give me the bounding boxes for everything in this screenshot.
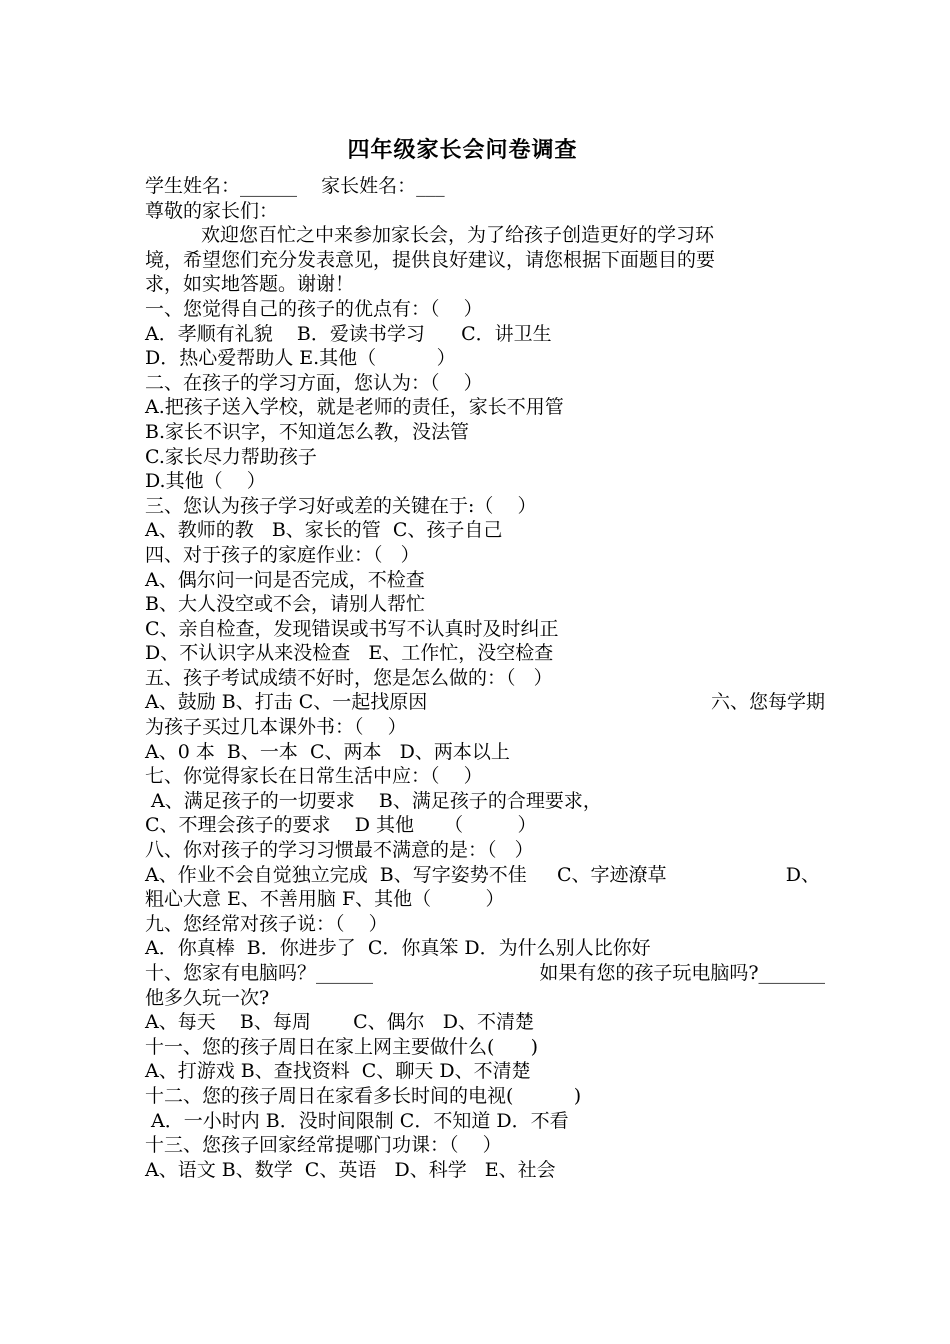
- question-7: 七、你觉得家长在日常生活中应：（ ）: [145, 765, 483, 788]
- question-2-option: C.家长尽力帮助孩子: [145, 445, 317, 468]
- question-10-options: A、每天 B、每周 C、偶尔 D、不清楚: [145, 1011, 535, 1034]
- question-8-options-wrap: D、: [785, 863, 820, 886]
- question-2-option: A.把孩子送入学校，就是老师的责任，家长不用管: [145, 396, 564, 419]
- question-1-options: A．孝顺有礼貌 B．爱读书学习 C．讲卫生: [145, 322, 552, 345]
- question-11-options: A、打游戏 B、查找资料 C、聊天 D、不清楚: [145, 1060, 531, 1083]
- question-12-options: A．一小时内 B．没时间限制 C．不知道 D．不看: [145, 1109, 569, 1132]
- intro-line: 欢迎您百忙之中来参加家长会，为了给孩子创造更好的学习环: [201, 224, 715, 247]
- question-2-option: B.家长不识字，不知道怎么教，没法管: [145, 420, 470, 443]
- document-body: [145, 174, 825, 1182]
- intro-line: 境，希望您们充分发表意见，提供良好建议，请您根据下面题目的要: [145, 248, 716, 271]
- question-2: 二、在孩子的学习方面，您认为：（ ）: [145, 371, 483, 394]
- question-9-options: A．你真棒 B．你进步了 C．你真笨 D．为什么别人比你好: [145, 937, 651, 960]
- page-title: 四年级家长会问卷调查: [347, 137, 578, 163]
- question-5-options-line: [145, 690, 825, 715]
- question-10: 十、您家有电脑吗？______: [145, 962, 374, 984]
- question-10-cont: 他多久玩一次?: [145, 986, 270, 1009]
- question-8: 八、你对孩子的学习习惯最不满意的是：（ ）: [145, 839, 534, 862]
- question-1-options: D．热心爱帮助人 E.其他（ ）: [145, 347, 456, 370]
- intro-line: 求，如实地答题。谢谢！: [145, 273, 355, 296]
- question-5-options: A、鼓励 B、打击 C、一起找原因: [145, 691, 428, 714]
- greeting: 尊敬的家长们：: [145, 199, 279, 222]
- question-13: 十三、您孩子回家经常提哪门功课：（ ）: [145, 1134, 502, 1157]
- question-6: 为孩子买过几本课外书：（ ）: [145, 716, 407, 739]
- question-4-option: D、不认识字从来没检查 E、工作忙，没空检查: [145, 642, 554, 665]
- question-8-options: A、作业不会自觉独立完成 B、写字姿势不佳 C、字迹潦草: [145, 863, 667, 886]
- question-10-followup: 如果有您的孩子玩电脑吗?_______: [539, 962, 825, 984]
- question-3-options: A、教师的教 B、家长的管 C、孩子自己: [145, 519, 503, 542]
- question-6-start: 六、您每学期: [710, 691, 825, 714]
- question-3: 三、您认为孩子学习好或差的关键在于:（ ）: [145, 494, 537, 517]
- question-11: 十一、您的孩子周日在家上网主要做什么( ): [145, 1035, 539, 1058]
- name-fields-line: 学生姓名：______ 家长姓名：___: [145, 175, 445, 197]
- question-6-options: A、0 本 B、一本 C、两本 D、两本以上: [145, 740, 510, 763]
- question-7-options: A、满足孩子的一切要求 B、满足孩子的合理要求，: [145, 789, 602, 812]
- question-1: 一、您觉得自己的孩子的优点有：（ ）: [145, 297, 483, 320]
- question-12: 十二、您的孩子周日在家看多长时间的电视( ): [145, 1084, 582, 1107]
- question-4-option: C、亲自检查，发现错误或书写不认真时及时纠正: [145, 617, 559, 640]
- question-5: 五、孩子考试成绩不好时，您是怎么做的：（ ）: [145, 666, 553, 689]
- question-9: 九、您经常对孩子说：（ ）: [145, 912, 388, 935]
- question-4-option: A、偶尔问一问是否完成，不检查: [145, 568, 425, 591]
- question-4-option: B、大人没空或不会，请别人帮忙: [145, 593, 425, 616]
- question-7-options: C、不理会孩子的要求 D 其他 （ ）: [145, 814, 537, 837]
- question-8-options-line: [145, 863, 820, 888]
- question-8-options: 粗心大意 E、不善用脑 F、其他（ ）: [145, 888, 505, 911]
- question-2-option: D.其他（ ）: [145, 470, 266, 493]
- question-13-options: A、语文 B、数学 C、英语 D、科学 E、社会: [145, 1158, 556, 1181]
- question-10-line: [145, 961, 825, 986]
- question-4: 四、对于孩子的家庭作业：（ ）: [145, 543, 420, 566]
